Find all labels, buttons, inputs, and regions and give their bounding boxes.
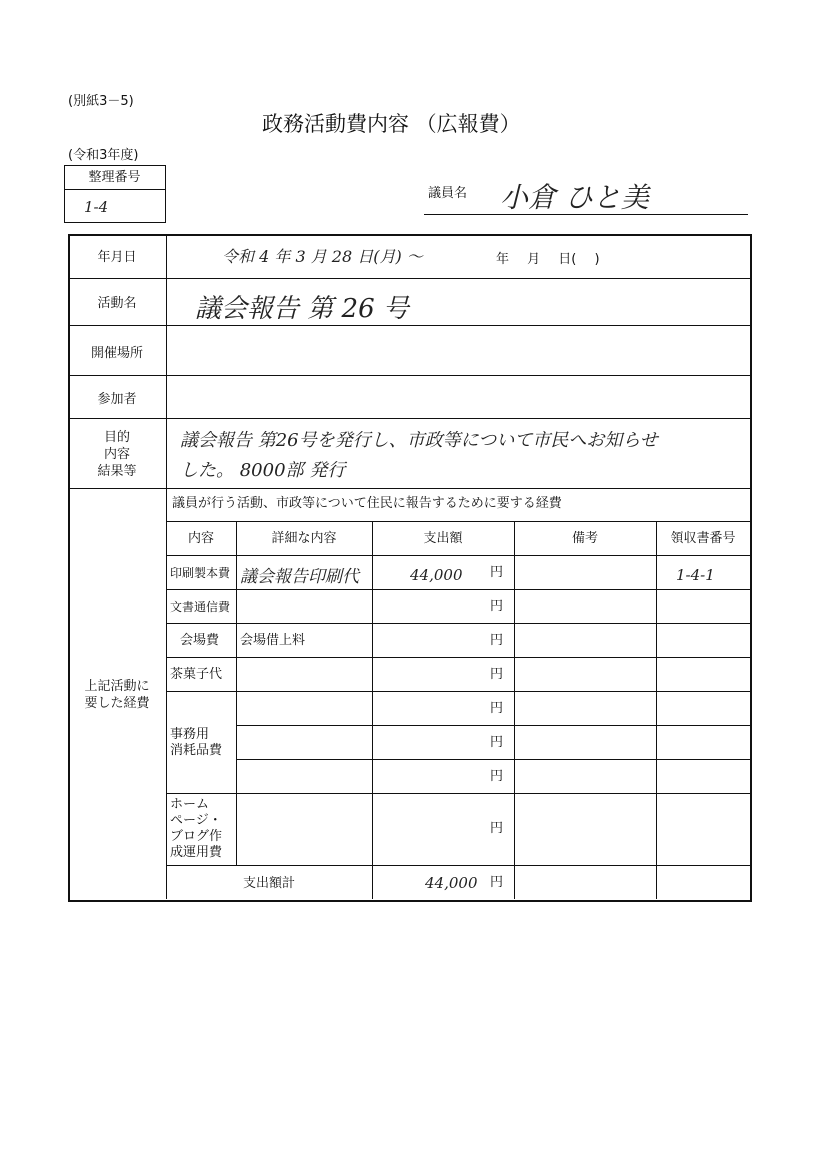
purpose-line-1: 議会報告 第26号を発行し、市政等について市民へお知らせ (180, 430, 658, 451)
date-value: 令和 4 年 3 月 28 日(月) ～ (222, 247, 423, 266)
total-label: 支出額計 (242, 876, 295, 891)
col-category: 内容 (187, 531, 214, 546)
expenses-section-label: 上記活動に 要した経費 (84, 679, 150, 711)
member-label: 議員名 (428, 186, 468, 201)
page-title: 政務活動費内容 （広報費） (262, 112, 521, 136)
participants-label: 参加者 (97, 392, 137, 407)
purpose-line-2: した。 8000部 発行 (180, 460, 346, 481)
item-category: 事務用 消耗品費 (170, 727, 223, 758)
yen-symbol: 円 (490, 633, 504, 648)
item-category: 茶菓子代 (170, 667, 223, 682)
yen-symbol: 円 (490, 667, 504, 682)
date-label: 年月日 (97, 250, 137, 265)
item-category: 印刷製本費 (170, 566, 231, 580)
yen-symbol: 円 (490, 701, 504, 716)
yen-symbol: 円 (490, 599, 504, 614)
item-category: ホーム ページ・ ブログ作 成運用費 (170, 797, 223, 860)
item-detail: 議会報告印刷代 (240, 567, 359, 587)
annex-label: (別紙3－5) (68, 94, 134, 109)
yen-symbol: 円 (490, 875, 504, 890)
col-detail: 詳細な内容 (271, 531, 337, 546)
item-amount: 44,000 (410, 566, 463, 584)
activity-label: 活動名 (97, 296, 137, 311)
yen-symbol: 円 (490, 821, 504, 836)
ref-number-label: 整理番号 (88, 170, 141, 185)
item-receipt: 1-4-1 (676, 566, 715, 584)
date-end: 年 月 日( ) (496, 252, 600, 267)
yen-symbol: 円 (490, 769, 504, 784)
col-receipt: 領収書番号 (670, 531, 736, 546)
fiscal-year: (令和3年度) (68, 148, 139, 163)
item-detail: 会場借上料 (240, 633, 306, 648)
item-category: 文書通信費 (170, 600, 231, 614)
yen-symbol: 円 (490, 565, 504, 580)
col-amount: 支出額 (423, 531, 463, 546)
ref-number-value: 1-4 (84, 198, 109, 216)
yen-symbol: 円 (490, 735, 504, 750)
total-amount: 44,000 (425, 874, 478, 892)
member-name: 小倉 ひと美 (500, 181, 649, 214)
activity-value: 議会報告 第 26 号 (195, 294, 409, 324)
expenses-description: 議員が行う活動、市政等について住民に報告するために要する経費 (172, 496, 562, 511)
item-category: 会場費 (180, 633, 220, 648)
venue-label: 開催場所 (90, 346, 143, 361)
purpose-label: 目的 内容 結果等 (97, 430, 137, 479)
col-remarks: 備考 (571, 531, 598, 546)
